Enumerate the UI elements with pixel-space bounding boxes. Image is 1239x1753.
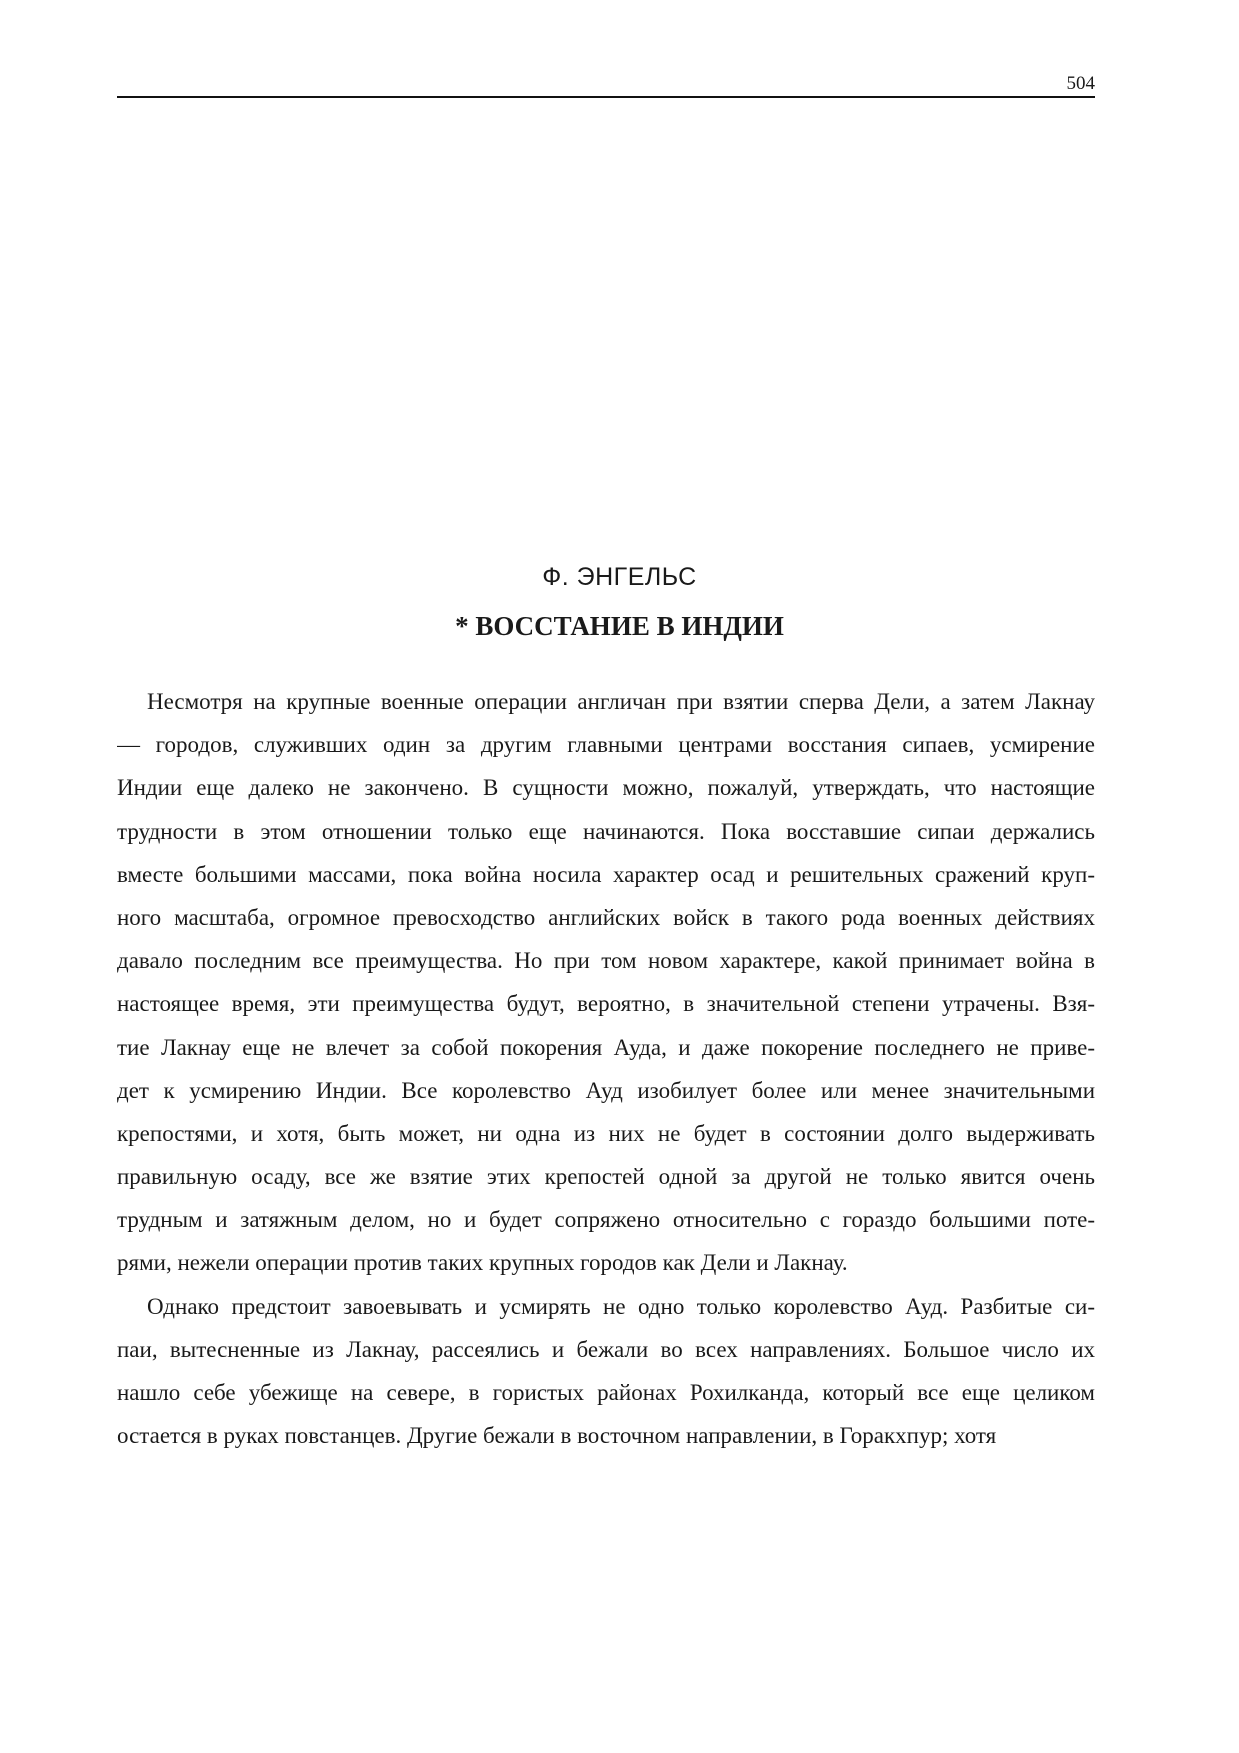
text-line: вместе большими массами, пока война носила характер осад и решительных сражений круп-: [117, 861, 1095, 887]
text-line: рями, нежели операции против таких крупных городов как Дели и Лакнау.: [117, 1250, 848, 1276]
text-line: настоящее время, эти преимущества будут, вероятно, в значительной степени утрачены. Взя-: [117, 991, 1095, 1017]
text-line: трудности в этом отношении только еще начинаются. Пока восставшие сипаи держались: [117, 818, 1095, 844]
article-body: [117, 680, 1095, 1457]
text-line: дет к усмирению Индии. Все королевство Ауд изобилует более или менее значительными: [117, 1077, 1095, 1103]
text-line: давало последним все преимущества. Но при том новом характере, какой принимает война в: [117, 948, 1095, 974]
paragraph-2: [117, 1285, 1095, 1458]
author-name: Ф. ЭНГЕЛЬС: [542, 563, 697, 591]
text-line: крепостями, и хотя, быть может, ни одна из них не будет в состоянии долго выдерживать: [117, 1120, 1095, 1146]
article-title: * ВОССТАНИЕ В ИНДИИ: [455, 611, 784, 641]
text-line: нашло себе убежище на севере, в гористых районах Рохилканда, который все еще целиком: [117, 1380, 1095, 1405]
text-line: тие Лакнау еще не влечет за собой покорения Ауда, и даже покорение последнего не приве-: [117, 1034, 1095, 1060]
page-header: [117, 70, 1095, 98]
text-line: трудным и затяжным делом, но и будет сопряжено относительно с гораздо большими поте-: [117, 1207, 1095, 1233]
text-line: Несмотря на крупные военные операции англичан при взятии сперва Дели, а затем Лакнау: [147, 689, 1095, 714]
text-line: Однако предстоит завоевывать и усмирять не одно только королевство Ауд. Разбитые си-: [147, 1293, 1095, 1319]
text-line: правильную осаду, все же взятие этих крепостей одной за другой не только явится очень: [117, 1164, 1095, 1190]
page-number: 504: [1066, 73, 1095, 94]
text-line: остается в руках повстанцев. Другие бежали в восточном направлении, в Горакхпур; хотя: [117, 1423, 997, 1449]
text-line: паи, вытесненные из Лакнау, рассеялись и бежали во всех направлениях. Большое число их: [117, 1336, 1095, 1362]
paragraph-1: [117, 680, 1095, 1285]
text-line: Индии еще далеко не закончено. В сущности можно, пожалуй, утверждать, что настоящие: [117, 775, 1095, 801]
text-line: — городов, служивших один за другим главными центрами восстания сипаев, усмирение: [117, 732, 1095, 758]
text-line: ного масштаба, огромное превосходство английских войск в такого рода военных действиях: [117, 904, 1095, 930]
